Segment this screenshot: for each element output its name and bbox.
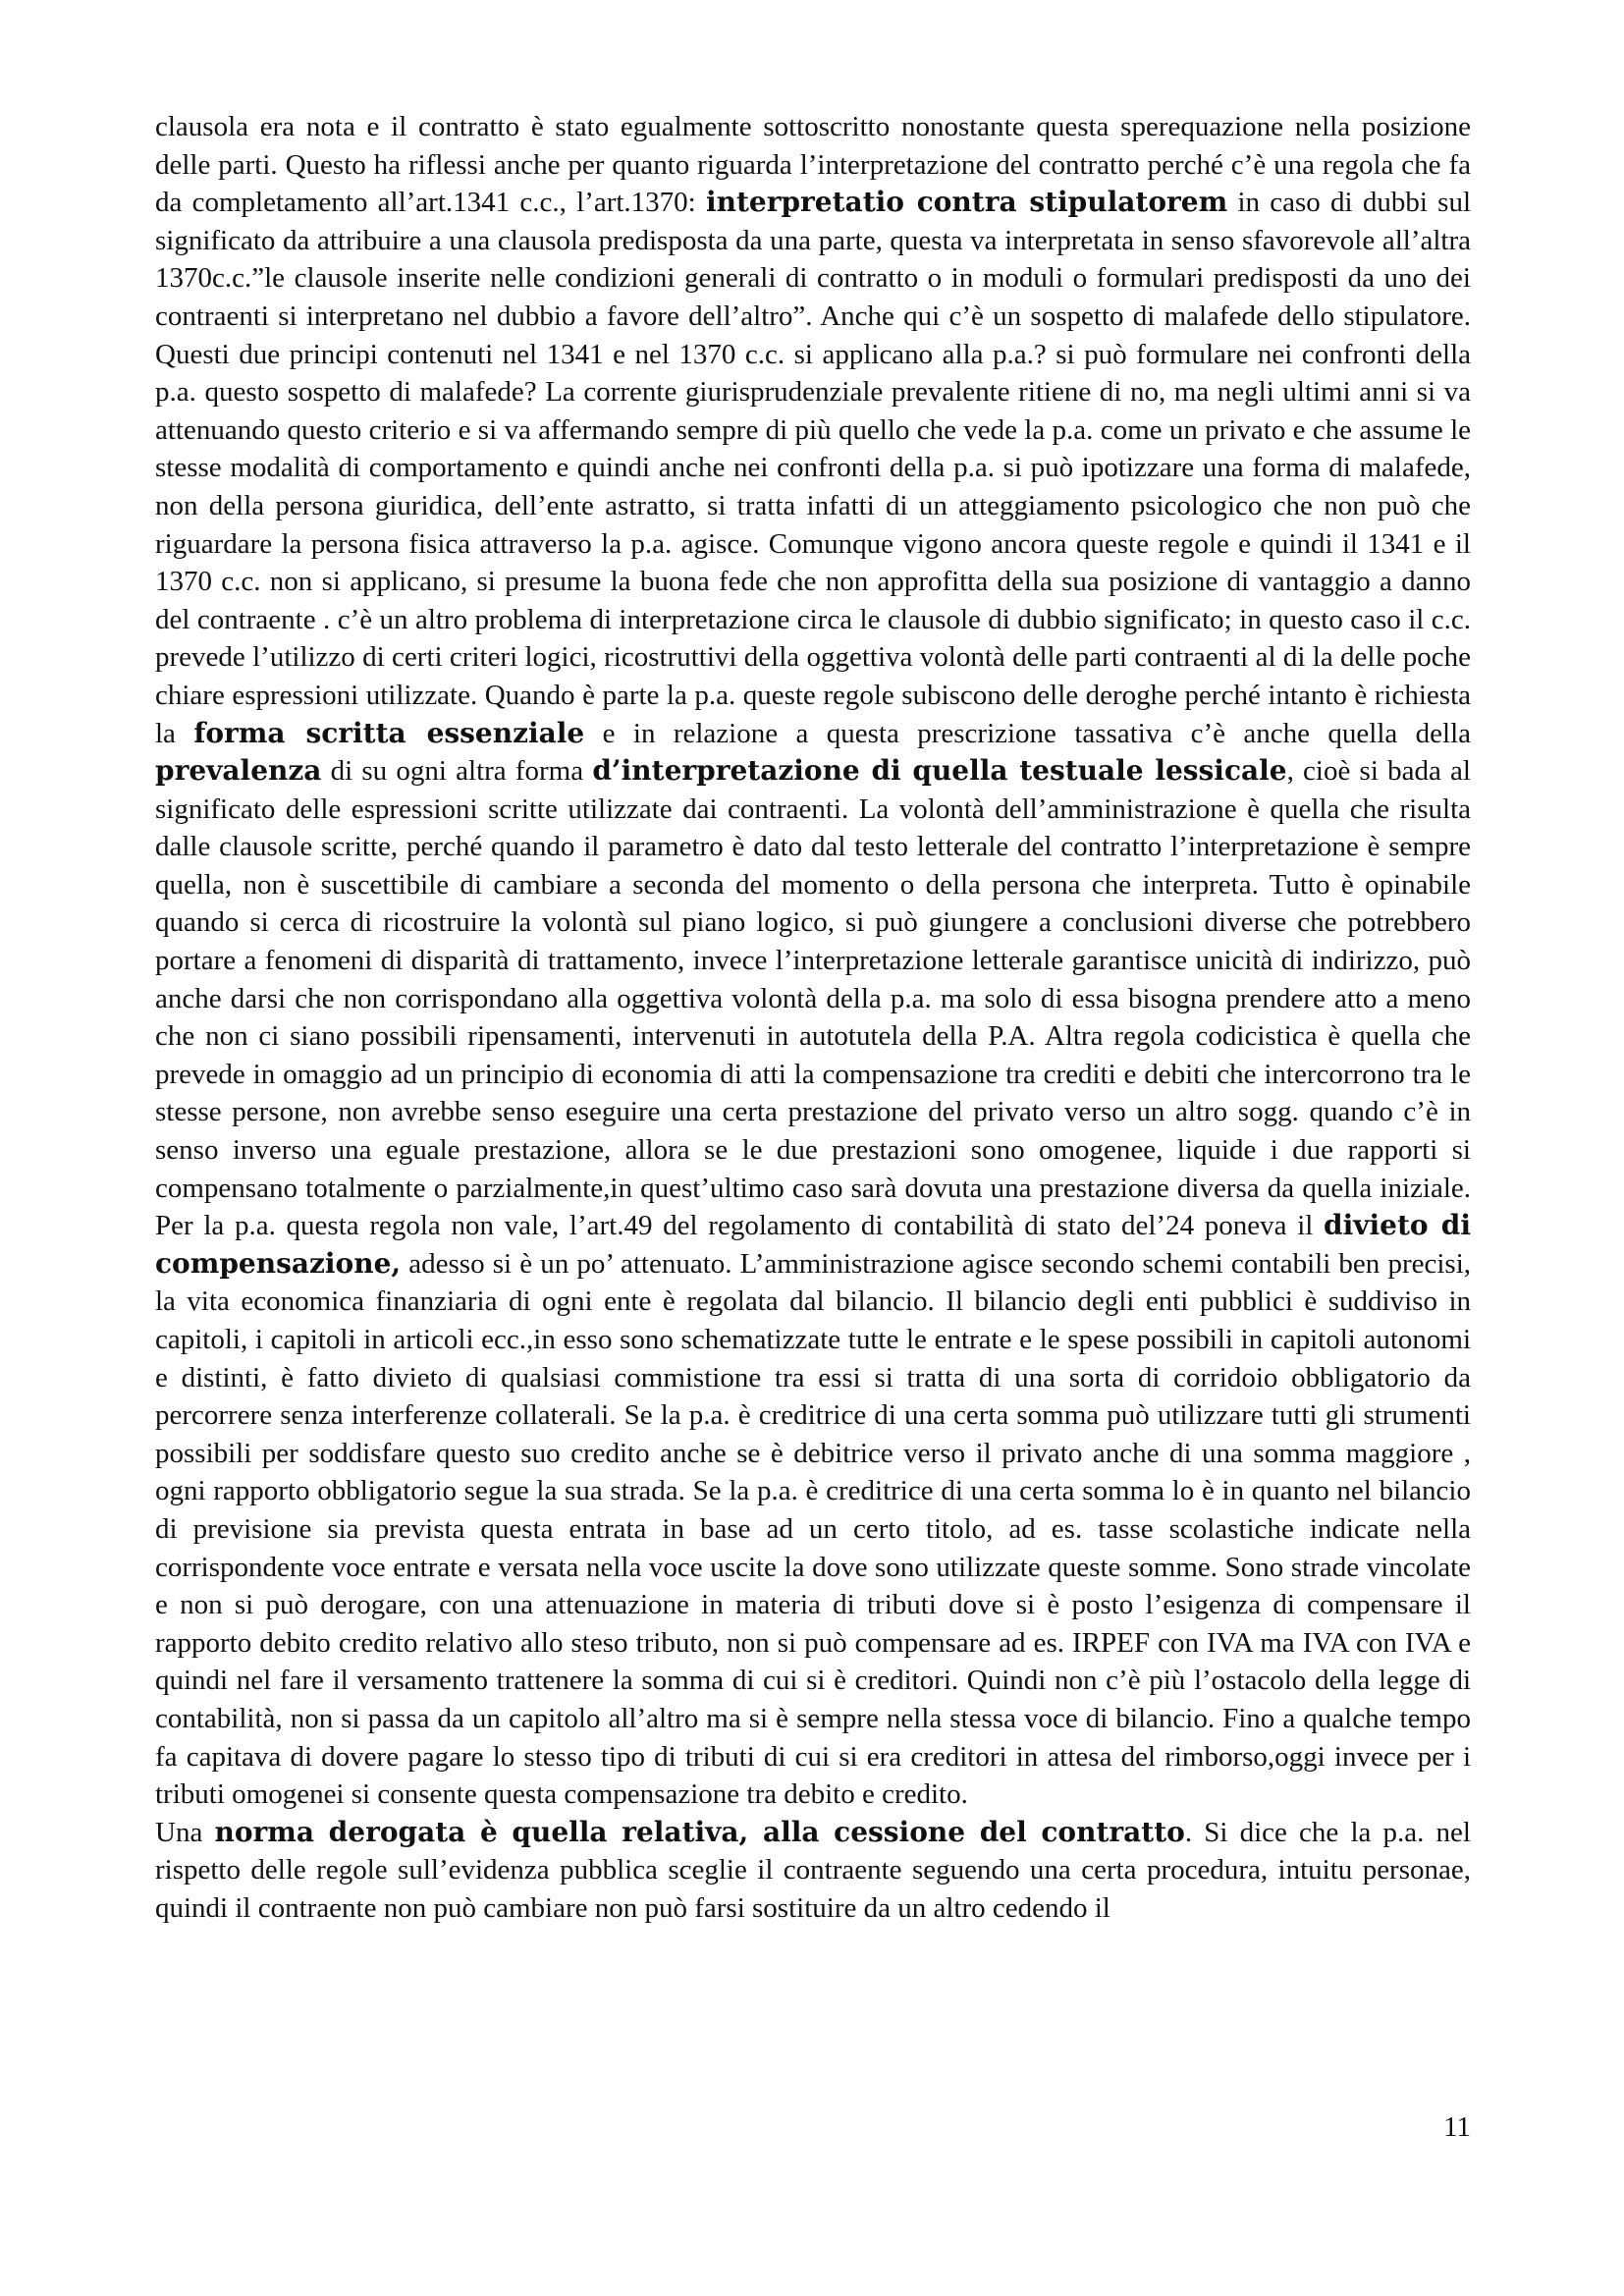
bold-term: norma derogata è quella relativa, alla cessione del contratto	[214, 1815, 1185, 1848]
bold-term: forma scritta essenziale	[193, 716, 585, 749]
paragraph: clausola era nota e il contratto è stato egualmente sottoscritto nonostante questa sperequazione nella posizione delle parti. Questo ha riflessi anche per quanto riguarda l’interpretazione del contratto perché c’è una regola che fa da completamento all’art.1341 c.c., l’art.1370: interpretatio contra stipulatorem in caso di dubbi sul significato da attribuire a una clausola predisposta da una parte, questa va interpretata in senso sfavorevole all’altra 1370c.c.”le clausole inserite nelle condizioni generali di contratto o in moduli o formulari predisposti da uno dei contraenti si interpretano nel dubbio a favore dell’altro”. Anche qui c’è un sospetto di malafede dello stipulatore. Questi due principi contenuti nel 1341 e nel 1370 c.c. si applicano alla p.a.? si può formulare nei confronti della p.a. questo sospetto di malafede? La corrente giurisprudenziale prevalente ritiene di no, ma negli ultimi anni si va attenuando questo criterio e si va affermando sempre di più quello che vede la p.a. come un privato e che assume le stesse modalità di comportamento e quindi anche nei confronti della p.a. si può ipotizzare una forma di malafede, non della persona giuridica, dell’ente astratto, si tratta infatti di un atteggiamento psicologico che non può che riguardare la persona fisica attraverso la p.a. agisce. Comunque vigono ancora queste regole e quindi il 1341 e il 1370 c.c. non si applicano, si presume la buona fede che non approfitta della sua posizione di vantaggio a danno del contraente . c’è un altro problema di interpretazione circa le clausole di dubbio significato; in questo caso il c.c. prevede l’utilizzo di certi criteri logici, ricostruttivi della oggettiva volontà delle parti contraenti al di la delle poche chiare espressioni utilizzate. Quando è parte la p.a. queste regole subiscono delle deroghe perché intanto è richiesta la forma scritta essenziale e in relazione a questa prescrizione tassativa c’è anche quella della prevalenza di su ogni altra forma d’interpretazione di quella testuale lessicale, cioè si bada al significato delle espressioni scritte utilizzate dai contraenti. La volontà dell’amministrazione è quella che risulta dalle clausole scritte, perché quando il parametro è dato dal testo letterale del contratto l’interpretazione è sempre quella, non è suscettibile di cambiare a seconda del momento o della persona che interpreta. Tutto è opinabile quando si cerca di ricostruire la volontà sul piano logico, si può giungere a conclusioni diverse che potrebbero portare a fenomeni di disparità di trattamento, invece l’interpretazione letterale garantisce unicità di indirizzo, può anche darsi che non corrispondano alla oggettiva volontà della p.a. ma solo di essa bisogna prendere atto a meno che non ci siano possibili ripensamenti, intervenuti in autotutela della P.A. Altra regola codicistica è quella che prevede in omaggio ad un principio di economia di atti la compensazione tra crediti e debiti che intercorrono tra le stesse persone, non avrebbe senso eseguire una certa prestazione del privato verso un altro sogg. quando c’è in senso inverso una eguale prestazione, allora se le due prestazioni sono omogenee, liquide i due rapporti si compensano totalmente o parzialmente,in quest’ultimo caso sarà dovuta una prestazione diversa da quella iniziale. Per la p.a. questa regola non vale, l’art.49 del regolamento di contabilità di stato del’24 poneva il divieto di compensazione, adesso si è un po’ attenuato. L’amministrazione agisce secondo schemi contabili ben precisi, la vita economica finanziaria di ogni ente è regolata dal bilancio. Il bilancio degli enti pubblici è suddiviso in capitoli, i capitoli in articoli ecc.,in esso sono schematizzate tutte le entrate e le spese possibili in capitoli autonomi e distinti, è fatto divieto di qualsiasi commistione tra essi si tratta di una sorta di corridoio obbligatorio da percorrere senza interferenze collaterali. Se la p.a. è creditrice di una certa somma può utilizzare tutti gli strumenti possibili per soddisfare questo suo credito anche se è debitrice verso il privato anche di una somma maggiore , ogni rapporto obbligatorio segue la sua strada. Se la p.a. è creditrice di una certa somma lo è in quanto nel bilancio di previsione sia prevista questa entrata in base ad un certo titolo, ad es. tasse scolastiche indicate nella corrispondente voce entrate e versata nella voce uscite la dove sono utilizzate queste somme. Sono strade vincolate e non si può derogare, con una attenuazione in materia di tributi dove si è posto l’esigenza di compensare il rapporto debito credito relativo allo steso tributo, non si può compensare ad es. IRPEF con IVA ma IVA con IVA e quindi nel fare il versamento trattenere la somma di cui si è creditori. Quindi non c’è più l’ostacolo della legge di contabilità, non si passa da un capitolo all’altro ma si è sempre nella stessa voce di bilancio. Fino a qualche tempo fa capitava di dovere pagare lo stesso tipo di tributi di cui si era creditori in attesa del rimborso,oggi invece per i tributi omogenei si consente questa compensazione tra debito e credito.	[155, 111, 1472, 1811]
bold-term: divieto di compensazione,	[155, 1209, 1472, 1280]
paragraph: Una norma derogata è quella relativa, alla cessione del contratto. Si dice che la p.a. nel rispetto delle regole sull’evidenza pubblica sceglie il contraente seguendo una certa procedura, intuitu personae, quindi il contraente non può cambiare non può farsi sostituire da un altro cedendo il	[155, 1815, 1471, 1924]
bold-term: interpretatio contra stipulatorem	[705, 186, 1228, 219]
bold-term: prevalenza	[155, 754, 322, 788]
document-body	[155, 108, 1471, 1928]
bold-term: d’interpretazione di quella testuale lessicale	[592, 754, 1287, 788]
page-number: 11	[1443, 2111, 1471, 2143]
